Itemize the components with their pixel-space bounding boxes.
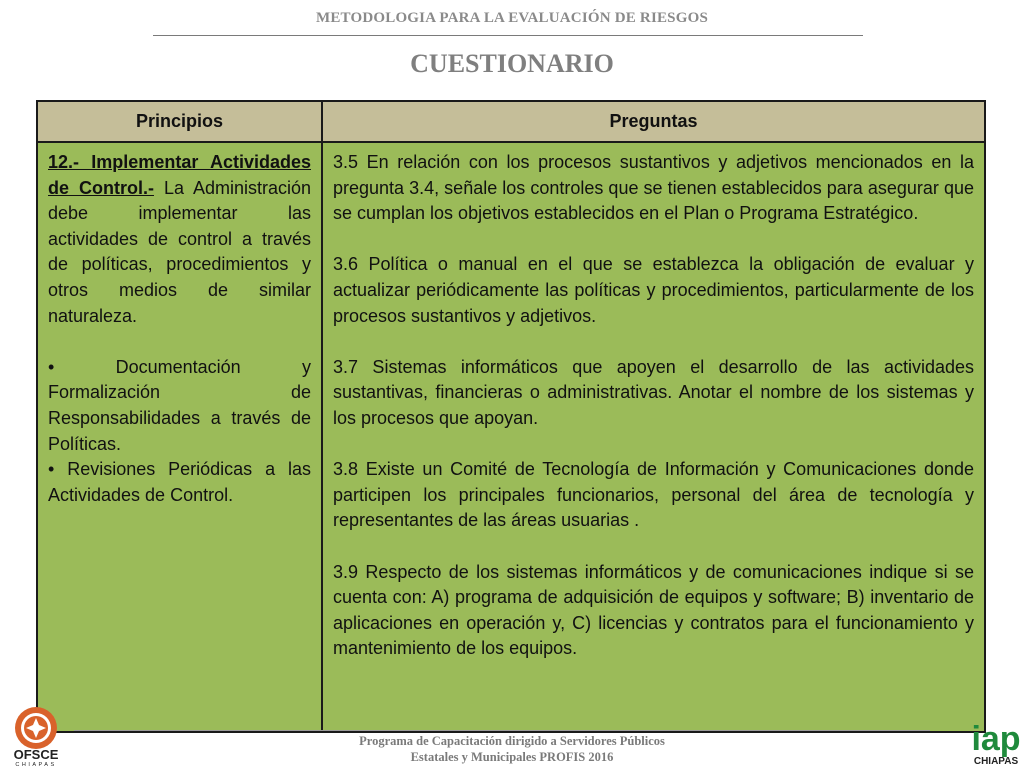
questionnaire-table: [36, 100, 986, 733]
header-divider: [153, 35, 863, 36]
iap-logo-sub: CHIAPAS: [973, 756, 1019, 766]
question-3-7: 3.7 Sistemas informáticos que apoyen el desarrollo de las actividades sustantivas, financieras o administrativas. Anotar el nombre de los sistemas y los procesos que apoyan.: [333, 356, 974, 428]
ofsce-logo-name: OFSCE: [13, 747, 59, 762]
question-3-6: 3.6 Política o manual en el que se establezca la obligación de evaluar y actualizar periódicamente las políticas y procedimientos, particularmente de los procesos sustantivos y adjetivos.: [333, 254, 974, 326]
table-header-row: [37, 101, 985, 142]
question-3-9: 3.9 Respecto de los sistemas informáticos y de comunicaciones indique si se cuenta con: A) programa de adquisición de equipos y software; B) inventario de aplicaciones en operación y, C) licencias y contratos para el funcionamiento y mantenimiento de los equipos.: [333, 561, 974, 659]
page-title: CUESTIONARIO: [410, 49, 614, 78]
footer-text: [0, 733, 1024, 765]
principle-paragraph: [48, 150, 311, 329]
footer-line-1: Programa de Capacitación dirigido a Servidores Públicos: [359, 734, 665, 748]
principle-text: La Administración debe implementar las actividades de control a través de políticas, procedimientos y otros medios de similar naturaleza.: [48, 177, 311, 326]
table-row: [37, 142, 985, 732]
question-3-5: 3.5 En relación con los procesos sustantivos y adjetivos mencionados en la pregunta 3.4, señale los controles que se tienen establecidos para asegurar que se cumplan los objetivos establecidos en el Plan o Programa Estratégico.: [333, 152, 974, 224]
footer-line-2: Estatales y Municipales PROFIS 2016: [410, 750, 614, 764]
iap-logo-name: iap: [971, 720, 1021, 758]
principle-bullet: • Revisiones Periódicas a las Actividades de Control.: [48, 459, 311, 505]
questions-cell: [322, 142, 985, 732]
ofsce-logo-sub: CHIAPAS: [15, 762, 57, 767]
principle-cell: [37, 142, 322, 732]
header-principios: Principios: [37, 101, 322, 142]
footer-divider: [74, 730, 930, 731]
ofsce-logo: [5, 705, 67, 767]
question-3-8: 3.8 Existe un Comité de Tecnología de Información y Comunicaciones donde participen los principales funcionarios, personal del área de tecnología y representantes de las áreas usuarias .: [333, 459, 974, 531]
header-title: METODOLOGIA PARA LA EVALUACIÓN DE RIESGOS: [315, 10, 709, 26]
principle-heading: 12.- Implementar Actividades de Control.-: [48, 152, 311, 198]
header-preguntas: Preguntas: [322, 101, 985, 142]
principle-bullet: • Documentación y Formalización de Responsabilidades a través de Políticas.: [48, 356, 311, 454]
iap-logo: [968, 714, 1024, 766]
